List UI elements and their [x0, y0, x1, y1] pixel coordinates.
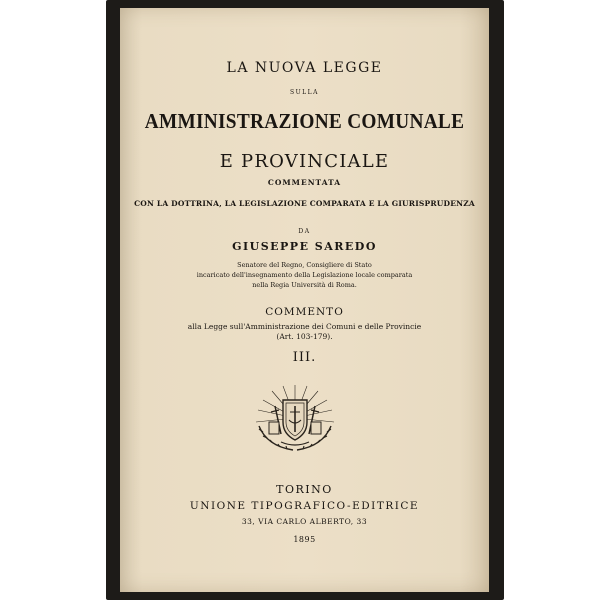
- da-label: DA: [298, 228, 311, 235]
- publisher-name: UNIONE TIPOGRAFICO-EDITRICE: [189, 500, 420, 512]
- author-affiliation-line: nella Regia Università di Roma.: [252, 281, 357, 289]
- articles-range: (Art. 103-179).: [276, 332, 333, 341]
- main-title: AMMINISTRAZIONE COMUNALE: [144, 109, 465, 133]
- commento-description: alla Legge sull'Amministrazione dei Comuni e delle Provincie: [187, 322, 422, 331]
- author-affiliation-line: Senatore del Regno, Consigliere di Stato: [237, 261, 372, 269]
- publication-city: TORINO: [276, 483, 333, 496]
- subtitle: CON LA DOTTRINA, LA LEGISLAZIONE COMPARATA E LA GIURISPRUDENZA: [134, 199, 475, 208]
- commentata-label: COMMENTATA: [267, 178, 342, 187]
- author-name: GIUSEPPE SAREDO: [232, 240, 377, 253]
- volume-number: III.: [292, 350, 317, 365]
- publisher-emblem-icon: [245, 382, 345, 454]
- title-line1: LA NUOVA LEGGE: [226, 60, 383, 76]
- commento-heading: COMMENTO: [265, 306, 344, 318]
- title-line2: SULLA: [290, 89, 319, 96]
- publication-year: 1895: [293, 535, 316, 544]
- title-page: [120, 8, 489, 592]
- main-title-2: E PROVINCIALE: [219, 151, 390, 172]
- author-affiliation-line: incaricato dell'insegnamento della Legislazione locale comparata: [196, 271, 413, 279]
- publisher-address: 33, VIA CARLO ALBERTO, 33: [241, 517, 368, 526]
